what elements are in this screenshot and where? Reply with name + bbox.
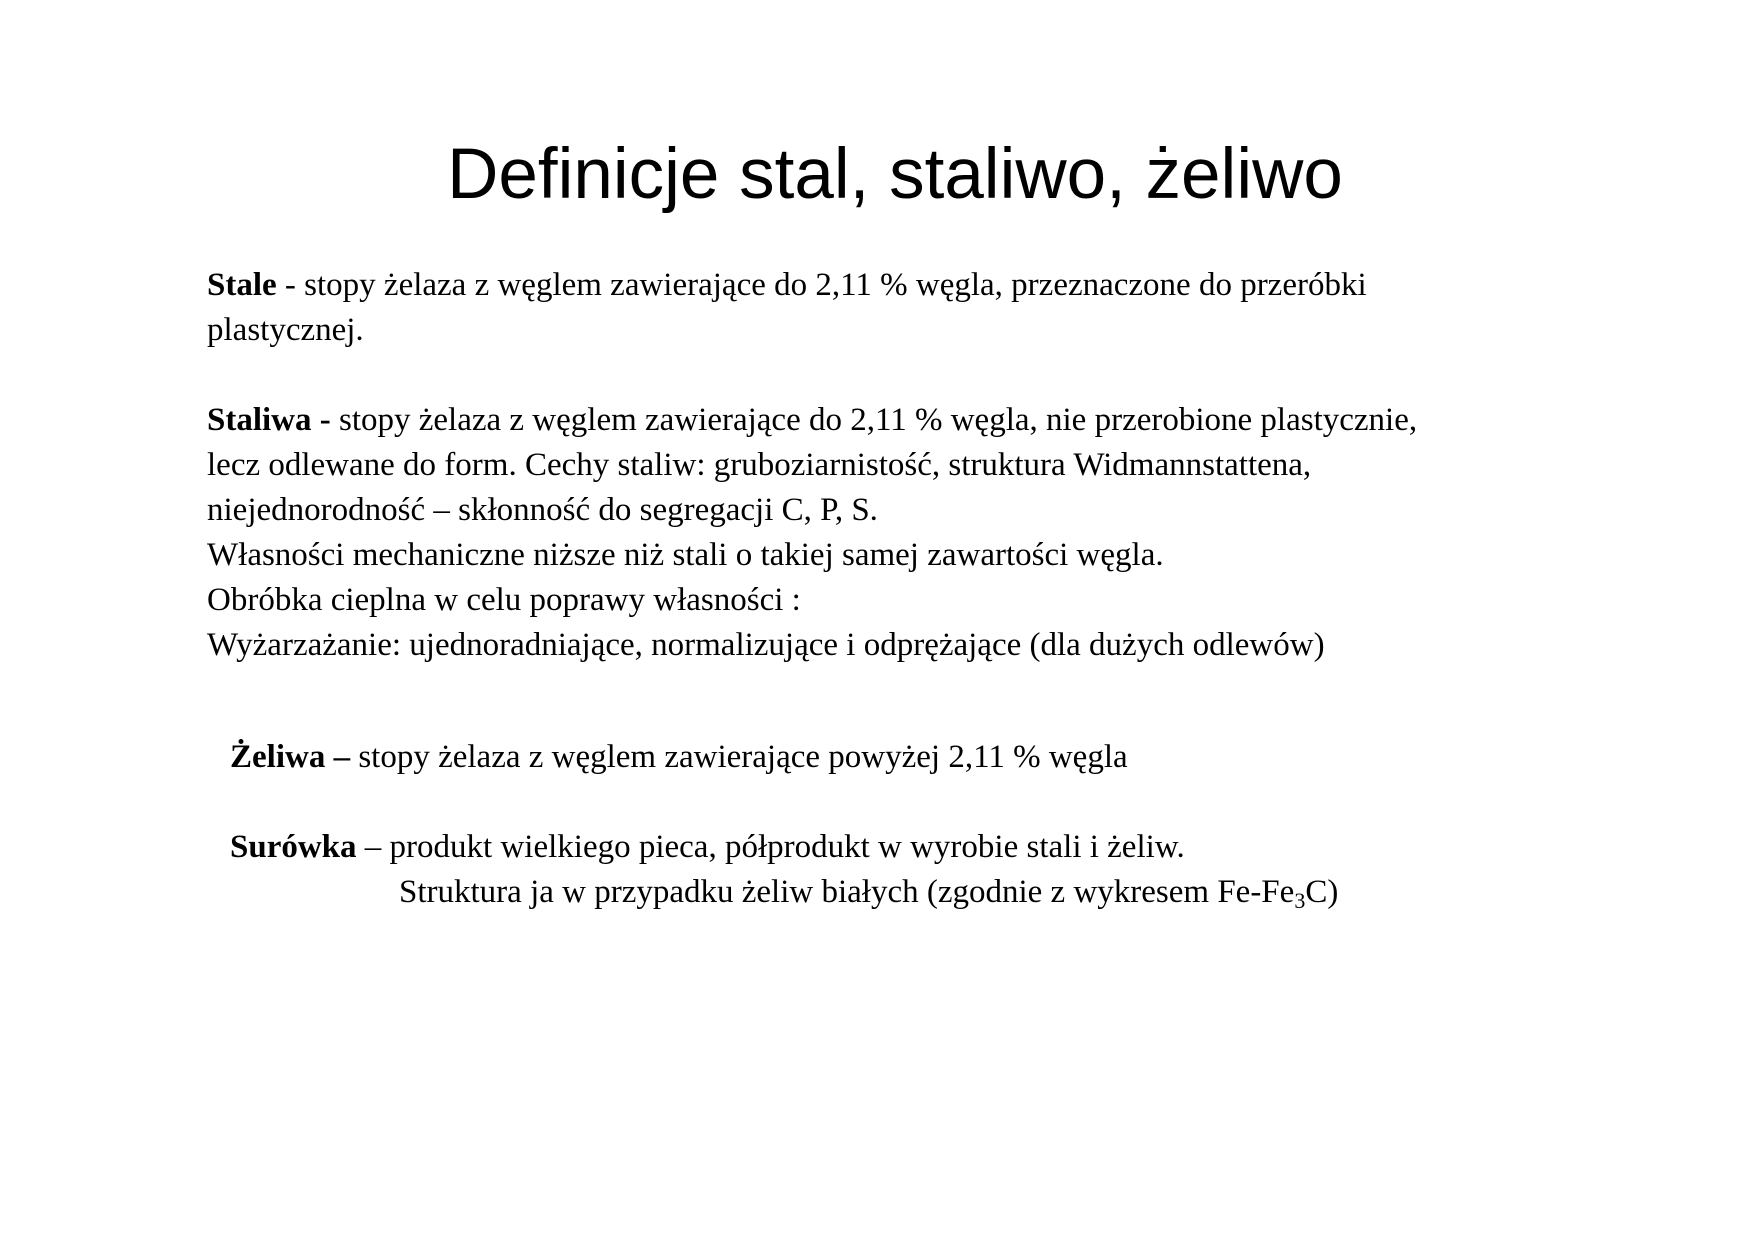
definition-line — [230, 735, 1128, 780]
definition-stale — [207, 263, 1367, 353]
definition-text: – produkt wielkiego pieca, półprodukt w wyrobie stali i żeliw. — [356, 829, 1185, 865]
definition-line: Własności mechaniczne niższe niż stali o takiej samej zawartości węgla. — [207, 537, 1164, 573]
page-title: Definicje stal, staliwo, żeliwo — [447, 135, 1343, 214]
definition-line — [207, 263, 1367, 308]
definition-text: C) — [1305, 874, 1339, 910]
definition-text: - stopy żelaza z węglem zawierające do 2,11 % węgla, przeznaczone do przeróbki — [276, 267, 1367, 303]
definition-staliwa — [207, 398, 1417, 668]
definition-line: plastycznej. — [207, 312, 364, 348]
definition-surowka — [230, 825, 1338, 915]
definition-line — [230, 870, 1338, 915]
definition-line: lecz odlewane do form. Cechy staliw: gruboziarnistość, struktura Widmannstattena, — [207, 447, 1312, 483]
term-stale: Stale — [207, 267, 277, 303]
term-surowka: Surówka — [230, 829, 357, 865]
definition-line — [230, 825, 1338, 870]
definition-zeliwa — [230, 735, 1128, 780]
term-staliwa: Staliwa - — [207, 402, 331, 438]
definition-text: Struktura ja w przypadku żeliw białych (zgodnie z wykresem Fe-Fe — [399, 874, 1295, 910]
term-zeliwa: Żeliwa – — [230, 739, 351, 775]
definition-line: Obróbka cieplna w celu poprawy własności : — [207, 582, 801, 618]
formula-subscript: 3 — [1294, 888, 1306, 913]
definition-line: niejednorodność – skłonność do segregacji C, P, S. — [207, 492, 878, 528]
definition-line — [207, 398, 1417, 443]
definition-text: stopy żelaza z węglem zawierające do 2,11 % węgla, nie przerobione plastycznie, — [330, 402, 1418, 438]
definition-text: stopy żelaza z węglem zawierające powyżej 2,11 % węgla — [350, 739, 1128, 775]
definition-line: Wyżarzażanie: ujednoradniające, normalizujące i odprężające (dla dużych odlewów) — [207, 627, 1325, 663]
